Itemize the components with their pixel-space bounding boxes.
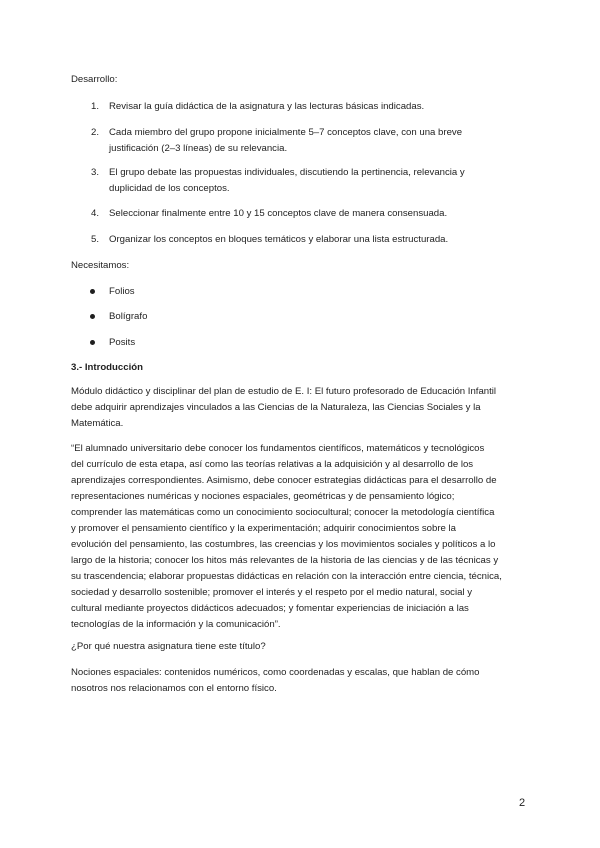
paragraph-line: representaciones numéricas y nociones espaciales, geométricas y de pensamiento lógico; <box>71 491 455 502</box>
paragraph-line: su trascendencia; elaborar propuestas didácticas en relación con la interacción entre ciencia, técnica, <box>71 571 502 582</box>
intro-paragraph <box>71 385 541 433</box>
step-2-continuation: justificación (2–3 líneas) de su relevancia. <box>109 143 288 154</box>
paragraph-line: evolución del pensamiento, las costumbres, las creencias y los movimientos sociales y políticos a lo <box>71 539 496 550</box>
paragraph-line: Matemática. <box>71 418 124 429</box>
paragraph-line: Nociones espaciales: contenidos numéricos, como coordenadas y escalas, que hablan de cómo <box>71 667 480 678</box>
step-number: 4. <box>91 208 100 219</box>
paragraph-line: largo de la historia; conocer los hitos más relevantes de la historia de las ciencias y de las técnicas y <box>71 555 499 566</box>
desarrollo-heading: Desarrollo: <box>71 74 118 85</box>
paragraph-line: y promover el pensamiento científico y la experimentación; adquirir conocimientos sobre la <box>71 523 457 534</box>
paragraph-line: sociedad y desarrollo sostenible; promover el interés y el respeto por el medio natural, social y <box>71 587 473 598</box>
page-number: 2 <box>519 797 526 809</box>
bullet-icon <box>90 314 95 319</box>
step-text: Revisar la guía didáctica de la asignatura y las lecturas básicas indicadas. <box>109 101 425 112</box>
step-text: Seleccionar finalmente entre 10 y 15 conceptos clave de manera consensuada. <box>109 208 448 219</box>
paragraph-line: del currículo de esta etapa, así como las teorías relativas a la adquisición y al desarrollo de los <box>71 459 474 470</box>
material-item: Folios <box>109 286 135 297</box>
step-1 <box>91 100 424 113</box>
paragraph-line: comprender las matemáticas como un conocimiento sociocultural; conocer la metodología científica <box>71 507 495 518</box>
step-text: Cada miembro del grupo propone inicialmente 5–7 conceptos clave, con una breve <box>109 127 463 138</box>
paragraph-line: nosotros nos relacionamos con el entorno físico. <box>71 683 277 694</box>
step-number: 1. <box>91 101 100 112</box>
step-text: El grupo debate las propuestas individuales, discutiendo la pertinencia, relevancia y <box>109 167 465 178</box>
nociones-paragraph <box>71 666 541 698</box>
paragraph-line: “El alumnado universitario debe conocer los fundamentos científicos, matemáticos y tecnológicos <box>71 443 485 454</box>
step-3-continuation: duplicidad de los conceptos. <box>109 183 230 194</box>
section-title: 3.- Introducción <box>71 362 143 373</box>
paragraph-line: cultural mediante proyectos didácticos adecuados; y fomentar experiencias de iniciación a las <box>71 603 469 614</box>
material-item: Posits <box>109 337 136 348</box>
step-4 <box>91 207 447 220</box>
paragraph-line: Módulo didáctico y disciplinar del plan de estudio de E. I: El futuro profesorado de Educación Infantil <box>71 386 497 397</box>
step-3 <box>91 166 465 179</box>
step-5 <box>91 233 448 246</box>
necesitamos-heading: Necesitamos: <box>71 260 130 271</box>
material-item: Bolígrafo <box>109 311 148 322</box>
paragraph-line: aprendizajes correspondientes. Asimismo, debe conocer estrategias didácticas para el desarrollo de <box>71 475 497 486</box>
paragraph-line: debe adquirir aprendizajes vinculados a las Ciencias de la Naturaleza, las Ciencias Sociales y la <box>71 402 481 413</box>
step-2 <box>91 126 462 139</box>
step-number: 2. <box>91 127 100 138</box>
bullet-icon <box>90 340 95 345</box>
bullet-icon <box>90 289 95 294</box>
step-number: 3. <box>91 167 100 178</box>
step-number: 5. <box>91 234 100 245</box>
step-text: Organizar los conceptos en bloques temáticos y elaborar una lista estructurada. <box>109 234 449 245</box>
paragraph-line: tecnologías de la información y la comunicación”. <box>71 619 281 630</box>
question-text: ¿Por qué nuestra asignatura tiene este título? <box>71 641 266 652</box>
quote-paragraph <box>71 442 541 634</box>
